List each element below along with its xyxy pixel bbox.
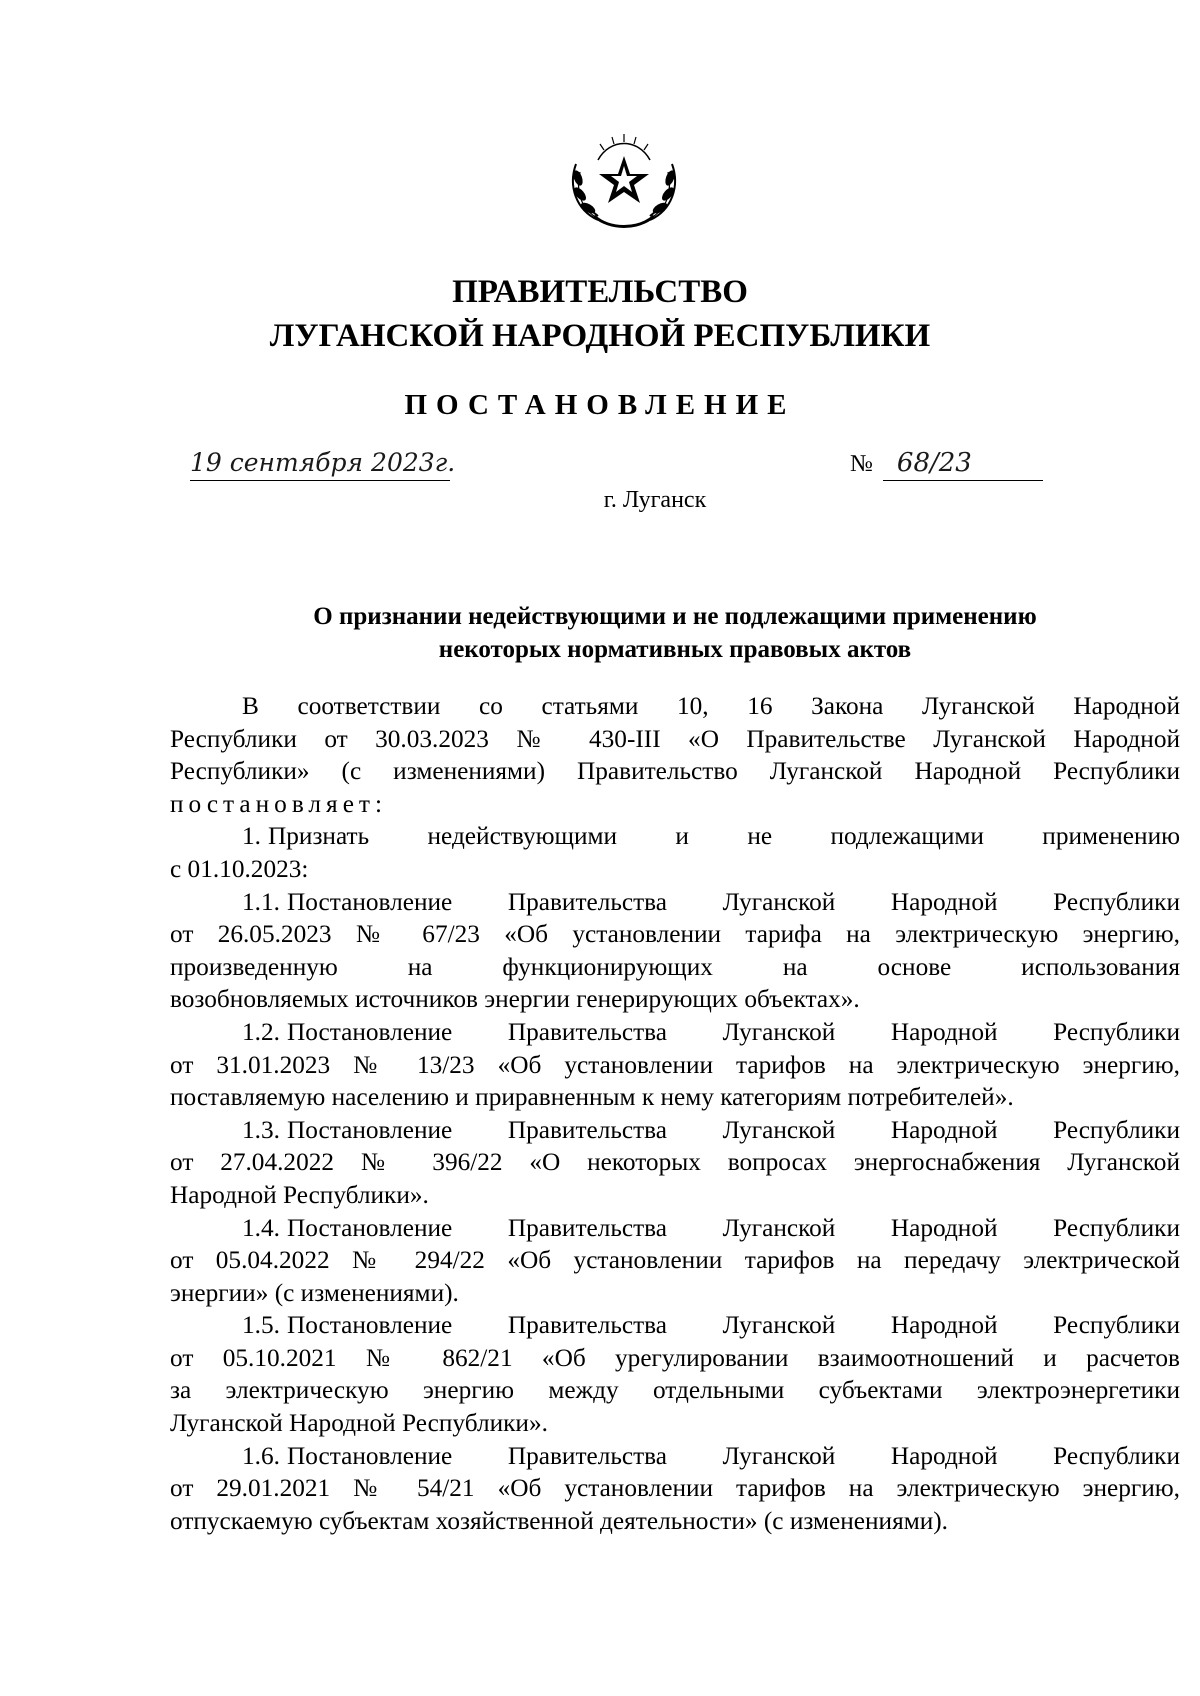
title-line-2: некоторых нормативных правовых актов xyxy=(438,636,912,663)
city: г. Луганск xyxy=(603,487,707,513)
item-1-6-number: 1.6. xyxy=(242,1441,280,1470)
item-1-5-text: Постановление Правительства Луганской Народной Республики xyxy=(286,1311,1180,1340)
item-1-2-line-3: поставляемую населению и приравненным к нему категориям потребителей». xyxy=(170,1083,1014,1112)
item-1-5-number: 1.5. xyxy=(242,1311,280,1340)
item-1-1-line-1 xyxy=(170,886,1180,919)
item-1-1-number: 1.1. xyxy=(242,887,280,916)
number-sign: № xyxy=(850,451,873,477)
preamble-line-3: Республики» (с изменениями) Правительство Луганской Народной Республики xyxy=(170,757,1180,786)
clause-1-line-1 xyxy=(170,820,1180,853)
item-1-5-line-2: от 05.10.2021 № 862/21 «Об урегулировании взаимоотношений и расчетов xyxy=(170,1343,1180,1372)
item-1-1-text: Постановление Правительства Луганской Народной Республики xyxy=(286,887,1180,916)
document-title xyxy=(170,600,1180,666)
item-1-1-line-3: произведенную на функционирующих на основе использования xyxy=(170,952,1180,981)
preamble-line-4: постановляет: xyxy=(170,789,388,818)
item-1-2-number: 1.2. xyxy=(242,1017,280,1046)
document-type: ПОСТАНОВЛЕНИЕ xyxy=(404,389,796,421)
item-1-3-line-1 xyxy=(170,1114,1180,1147)
document-body xyxy=(170,690,1180,1537)
item-1-4-line-3: энергии» (с изменениями). xyxy=(170,1278,459,1307)
document-number-handwritten: 68/23 xyxy=(883,446,1043,481)
item-1-5-line-1 xyxy=(170,1309,1180,1342)
clause-1-number: 1. xyxy=(242,822,261,851)
item-1-2-line-2: от 31.01.2023 № 13/23 «Об установлении тарифов на электрическую энергию, xyxy=(170,1050,1180,1079)
item-1-4-line-1 xyxy=(170,1212,1180,1245)
item-1-1-line-4: возобновляемых источников энергии генерирующих объектах». xyxy=(170,985,860,1014)
item-1-1-line-2: от 26.05.2023 № 67/23 «Об установлении тарифа на электрическую энергию, xyxy=(170,920,1180,949)
item-1-6-text: Постановление Правительства Луганской Народной Республики xyxy=(286,1441,1180,1470)
item-1-3-line-3: Народной Республики». xyxy=(170,1180,429,1209)
preamble-line-1: В соответствии со статьями 10, 16 Закона Луганской Народной xyxy=(242,692,1180,720)
document-date-handwritten: 19 сентября 2023г. xyxy=(190,446,450,481)
item-1-3-text: Постановление Правительства Луганской Народной Республики xyxy=(286,1115,1180,1144)
item-1-3-line-2: от 27.04.2022 № 396/22 «О некоторых вопросах энергоснабжения Луганской xyxy=(170,1148,1180,1177)
item-1-4-number: 1.4. xyxy=(242,1213,280,1242)
coat-of-arms-emblem xyxy=(558,120,690,240)
item-1-3-number: 1.3. xyxy=(242,1115,280,1144)
item-1-6-line-3: отпускаемую субъектам хозяйственной деятельности» (с изменениями). xyxy=(170,1506,949,1535)
item-1-6-line-1 xyxy=(170,1440,1180,1473)
document-number xyxy=(850,446,1043,481)
organization-name-line-2: ЛУГАНСКОЙ НАРОДНОЙ РЕСПУБЛИКИ xyxy=(269,318,931,354)
title-line-1: О признании недействующими и не подлежащими применению xyxy=(313,603,1037,630)
item-1-2-text: Постановление Правительства Луганской Народной Республики xyxy=(286,1017,1180,1046)
item-1-2-line-1 xyxy=(170,1016,1180,1049)
item-1-4-line-2: от 05.04.2022 № 294/22 «Об установлении тарифов на передачу электрической xyxy=(170,1246,1180,1275)
preamble-line-2: Республики от 30.03.2023 № 430-III «О Правительстве Луганской Народной xyxy=(170,724,1180,753)
clause-1-line-2: с 01.10.2023: xyxy=(170,854,309,883)
item-1-4-text: Постановление Правительства Луганской Народной Республики xyxy=(286,1213,1180,1242)
item-1-6-line-2: от 29.01.2021 № 54/21 «Об установлении тарифов на электрическую энергию, xyxy=(170,1474,1180,1503)
item-1-5-line-4: Луганской Народной Республики». xyxy=(170,1409,548,1438)
item-1-5-line-3: за электрическую энергию между отдельными субъектами электроэнергетики xyxy=(170,1376,1180,1405)
clause-1-text: Признать недействующими и не подлежащими применению xyxy=(267,822,1180,851)
organization-name-line-1: ПРАВИТЕЛЬСТВО xyxy=(452,274,748,310)
